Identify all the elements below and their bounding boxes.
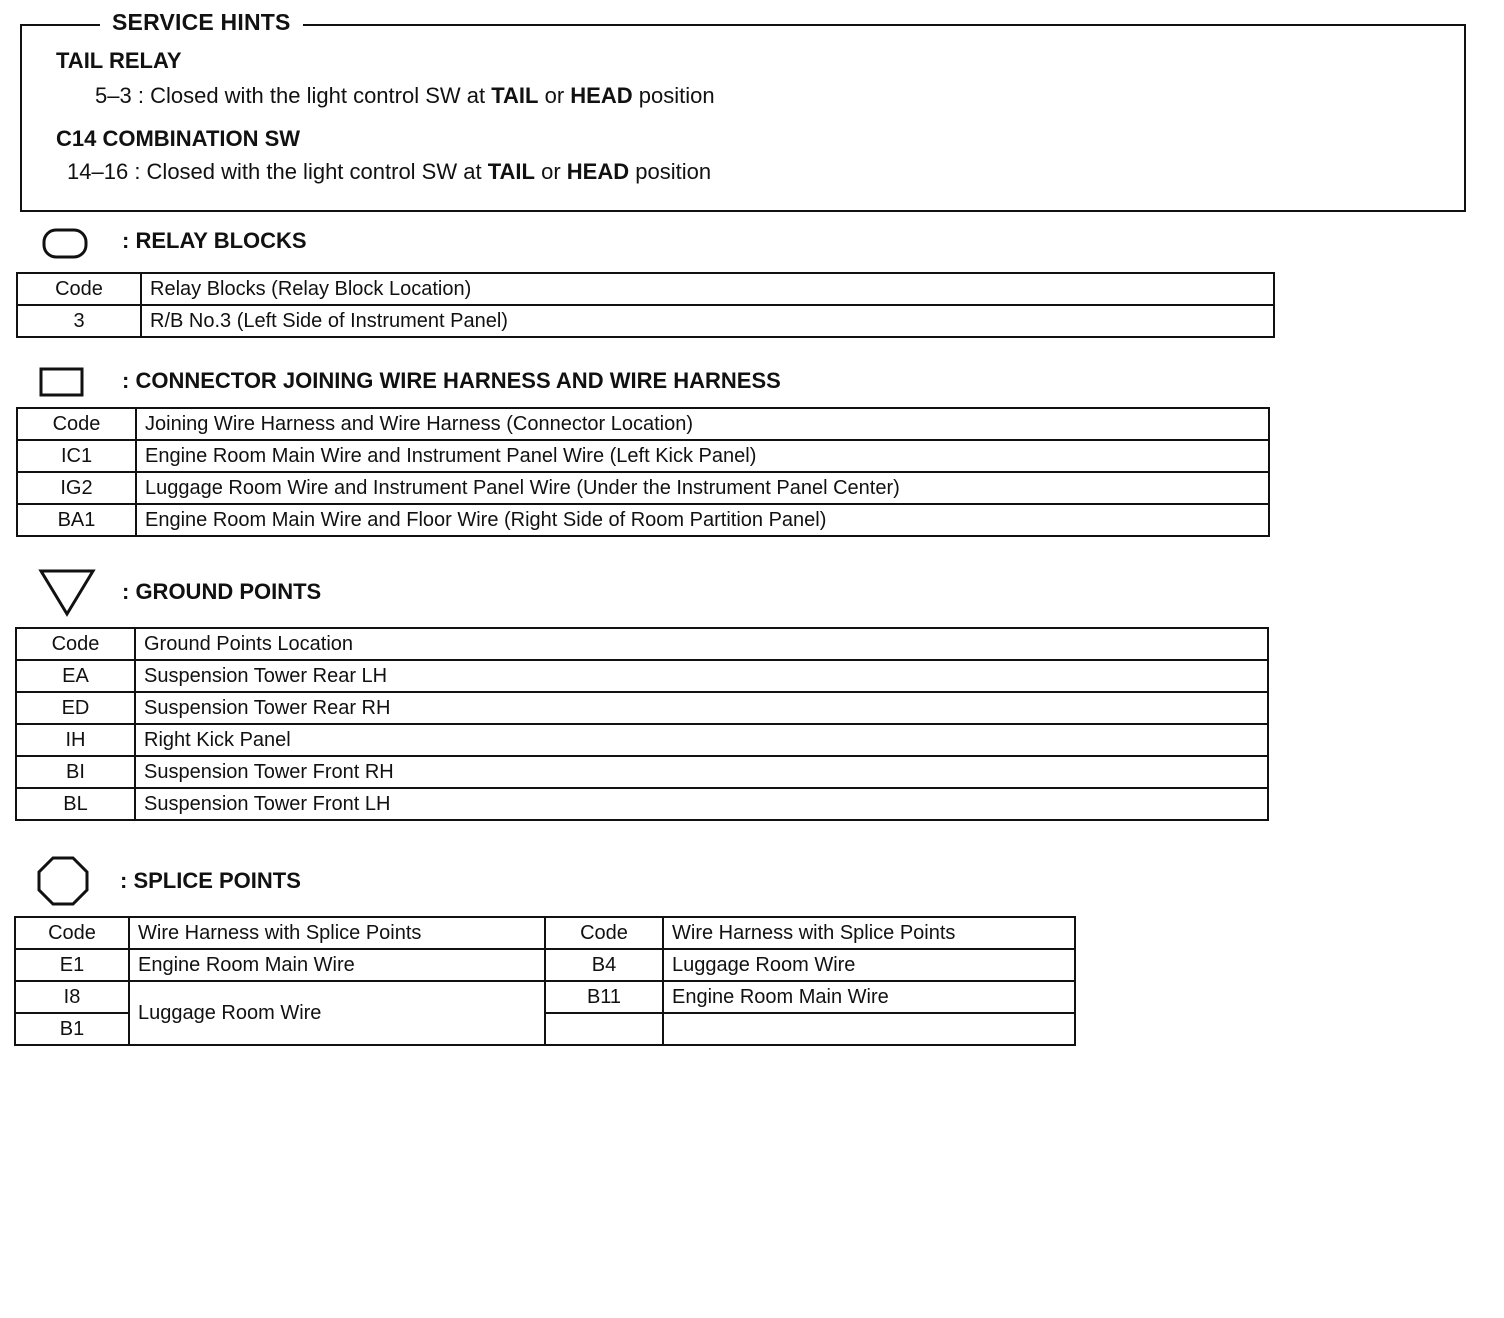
table-row <box>17 305 1274 337</box>
connectors-title: : CONNECTOR JOINING WIRE HARNESS AND WIRE HARNESS <box>122 368 781 393</box>
hint-text: : Closed with the light control SW at <box>134 159 482 184</box>
table-row <box>16 692 1268 724</box>
hint-tail-word: position <box>638 83 715 108</box>
header-code-left: Code <box>15 917 129 949</box>
code-cell: BA1 <box>17 504 136 536</box>
location-cell: Right Kick Panel <box>135 724 1268 756</box>
harness-cell-right: Luggage Room Wire <box>663 949 1075 981</box>
header-code: Code <box>17 408 136 440</box>
splice-points-title: : SPLICE POINTS <box>120 868 301 893</box>
code-cell-left: I8 <box>15 981 129 1013</box>
triangle-down-icon <box>38 568 96 618</box>
code-cell-left: B1 <box>15 1013 129 1045</box>
table-row <box>17 504 1269 536</box>
hint-tail-word: position <box>635 159 712 184</box>
table-row <box>16 660 1268 692</box>
table-row <box>17 440 1269 472</box>
empty-cell <box>545 1013 663 1045</box>
hint-pins: 14–16 <box>67 159 129 184</box>
code-cell: IH <box>16 724 135 756</box>
code-cell: ED <box>16 692 135 724</box>
table-row <box>17 472 1269 504</box>
header-harness-right: Wire Harness with Splice Points <box>663 917 1075 949</box>
code-cell: BI <box>16 756 135 788</box>
table-row <box>16 756 1268 788</box>
location-cell: Suspension Tower Rear RH <box>135 692 1268 724</box>
relay-blocks-title: : RELAY BLOCKS <box>122 228 307 253</box>
hint-text: : Closed with the light control SW at <box>137 83 486 108</box>
table-header-row <box>15 917 1075 949</box>
hint-conjunction: or <box>541 159 561 184</box>
code-cell-right: B4 <box>545 949 663 981</box>
relay-blocks-table <box>16 272 1275 338</box>
hint-position-head: HEAD <box>566 159 630 184</box>
rounded-rectangle-icon <box>42 228 88 260</box>
hint-conjunction: or <box>544 83 565 108</box>
rectangle-icon <box>39 366 85 398</box>
hint-position-head: HEAD <box>570 83 633 108</box>
ground-points-table <box>15 627 1269 821</box>
harness-cell-left: Engine Room Main Wire <box>129 949 545 981</box>
header-harness-left: Wire Harness with Splice Points <box>129 917 545 949</box>
header-description: Relay Blocks (Relay Block Location) <box>141 273 1274 305</box>
combination-sw-hint <box>67 159 711 185</box>
code-cell-right: B11 <box>545 981 663 1013</box>
location-cell: Suspension Tower Front RH <box>135 756 1268 788</box>
header-code-right: Code <box>545 917 663 949</box>
table-row <box>16 788 1268 820</box>
table-header-row <box>16 628 1268 660</box>
location-cell: Engine Room Main Wire and Instrument Panel Wire (Left Kick Panel) <box>136 440 1269 472</box>
octagon-icon <box>36 855 90 907</box>
service-hints-box <box>20 24 1466 212</box>
table-header-row <box>17 408 1269 440</box>
location-cell: Engine Room Main Wire and Floor Wire (Right Side of Room Partition Panel) <box>136 504 1269 536</box>
code-cell-left: E1 <box>15 949 129 981</box>
tail-relay-heading: TAIL RELAY <box>56 48 182 73</box>
header-description: Joining Wire Harness and Wire Harness (Connector Location) <box>136 408 1269 440</box>
code-cell: IG2 <box>17 472 136 504</box>
code-cell: EA <box>16 660 135 692</box>
table-header-row <box>17 273 1274 305</box>
hint-position-tail: TAIL <box>487 159 535 184</box>
ground-points-title: : GROUND POINTS <box>122 579 322 604</box>
header-code: Code <box>16 628 135 660</box>
table-row <box>16 724 1268 756</box>
harness-cell-left-merged: Luggage Room Wire <box>129 981 545 1045</box>
location-cell: Suspension Tower Front LH <box>135 788 1268 820</box>
header-description: Ground Points Location <box>135 628 1268 660</box>
location-cell: R/B No.3 (Left Side of Instrument Panel) <box>141 305 1274 337</box>
empty-cell <box>663 1013 1075 1045</box>
combination-sw-heading: C14 COMBINATION SW <box>56 126 301 151</box>
hint-position-tail: TAIL <box>491 83 539 108</box>
header-code: Code <box>17 273 141 305</box>
harness-cell-right: Engine Room Main Wire <box>663 981 1075 1013</box>
location-cell: Suspension Tower Rear LH <box>135 660 1268 692</box>
code-cell: 3 <box>17 305 141 337</box>
connectors-table <box>16 407 1270 537</box>
code-cell: BL <box>16 788 135 820</box>
tail-relay-hint <box>95 83 715 109</box>
table-row <box>15 981 1075 1013</box>
location-cell: Luggage Room Wire and Instrument Panel Wire (Under the Instrument Panel Center) <box>136 472 1269 504</box>
splice-points-table <box>14 916 1076 1046</box>
table-row <box>15 949 1075 981</box>
service-hints-title: SERVICE HINTS <box>100 9 303 36</box>
hint-pins: 5–3 <box>95 83 132 108</box>
code-cell: IC1 <box>17 440 136 472</box>
